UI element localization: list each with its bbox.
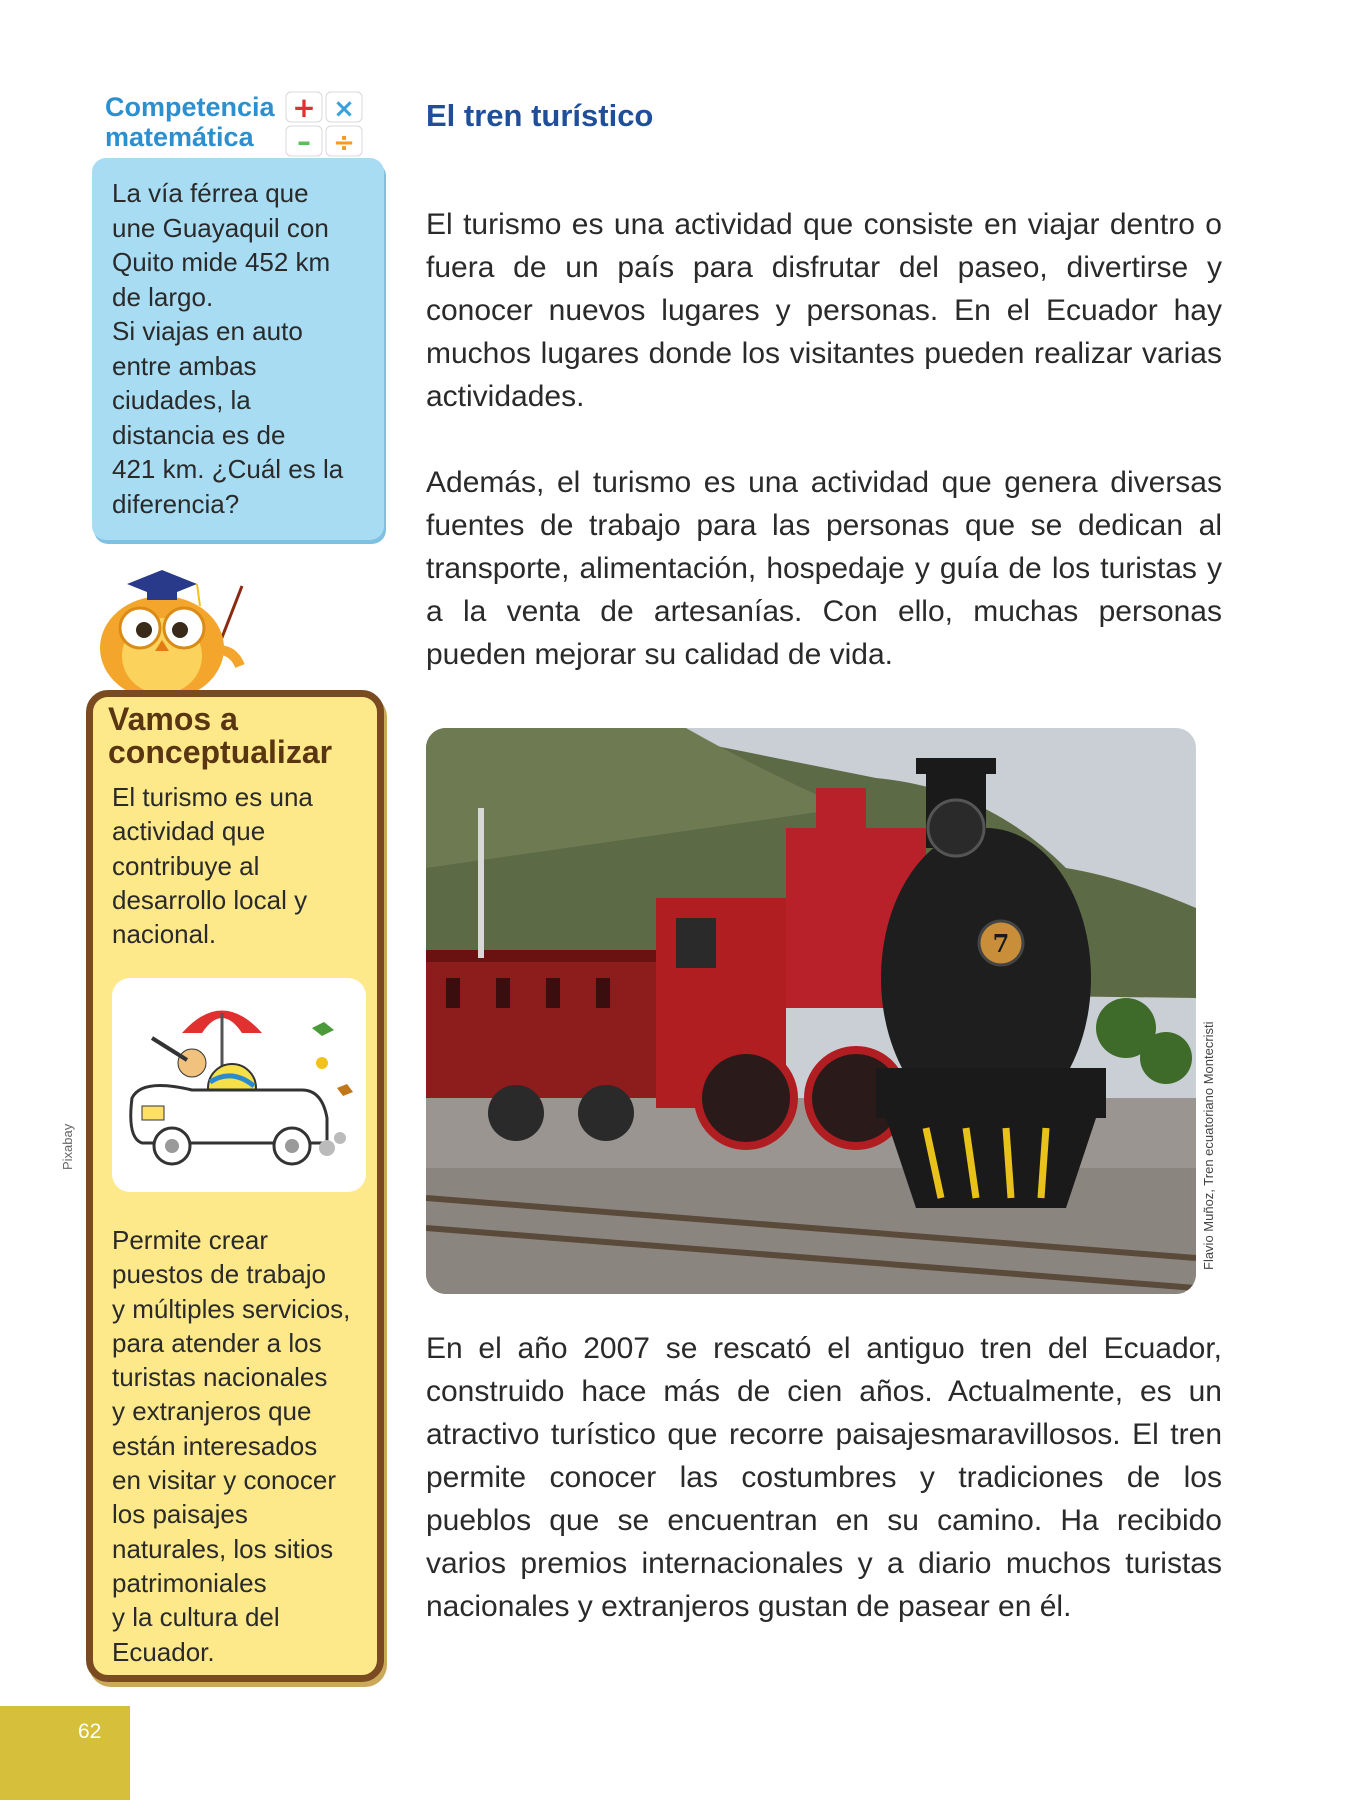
car-cartoon-icon	[112, 978, 366, 1192]
conceptualizar-text-1: El turismo es una actividad que contribuye al desarrollo local y nacional.	[112, 782, 313, 950]
math-operations-icon	[284, 90, 364, 160]
locomotive-number: 7	[992, 929, 1010, 958]
competencia-text: La vía férrea que une Guayaquil con Quito mide 452 km de largo. Si viajas en auto entre ambas ciudades, la distancia es de 421 km. ¿Cuál es la diferencia?	[112, 178, 344, 519]
image-credit: Pixabay	[60, 1123, 75, 1170]
paragraph-2: Además, el turismo es una actividad que genera diversas fuentes de trabajo para las personas que se dedican al transporte, alimentación, hospedaje y guía de los turistas y a la venta de artesanías. Con ello, muchas personas pueden mejorar su calidad de vida.	[426, 466, 1222, 671]
svg-text:×: ×	[333, 94, 355, 124]
conceptualizar-text-2: Permite crear puestos de trabajo y múltiples servicios, para atender a los turistas nacionales y extranjeros que están interesados en visitar y conocer los paisajes naturales, los sitios patrimoniales y la cultura del Ecuador.	[112, 1225, 351, 1667]
steam-train-illustration	[426, 728, 1196, 1294]
conceptualizar-title: Vamos a conceptualizar	[108, 701, 333, 770]
tourists-car-illustration	[112, 978, 366, 1192]
competencia-header: Competencia matemática	[105, 92, 275, 152]
competencia-box	[92, 158, 384, 540]
page-number: 62	[78, 1720, 102, 1743]
svg-text:÷: ÷	[333, 128, 355, 158]
page-number-tab	[0, 1706, 130, 1800]
page-title: El tren turístico	[426, 98, 654, 133]
svg-text:–: –	[297, 125, 311, 158]
svg-text:+: +	[292, 91, 316, 124]
paragraph-3: En el año 2007 se rescató el antiguo tren del Ecuador, construido hace más de cien años. Actualmente, es un atractivo turístico que recorre paisajesmaravillosos. El tren permite conocer las costumbres y tradiciones de los pueblos que se encuentran en su camino. Ha recibido varios premios internacionales y a diario muchos turistas nacionales y extranjeros gustan de pasear en él.	[426, 1332, 1222, 1623]
photo-credit: Flavio Muñoz, Tren ecuatoriano Montecristi	[1201, 1021, 1216, 1270]
owl-teacher-icon	[92, 556, 262, 701]
train-photo	[426, 728, 1196, 1294]
paragraph-1: El turismo es una actividad que consiste en viajar dentro o fuera de un país para disfrutar del paseo, divertirse y conocer nuevos lugares y personas. En el Ecuador hay muchos lugares donde los visitantes pueden realizar varias actividades.	[426, 208, 1222, 413]
